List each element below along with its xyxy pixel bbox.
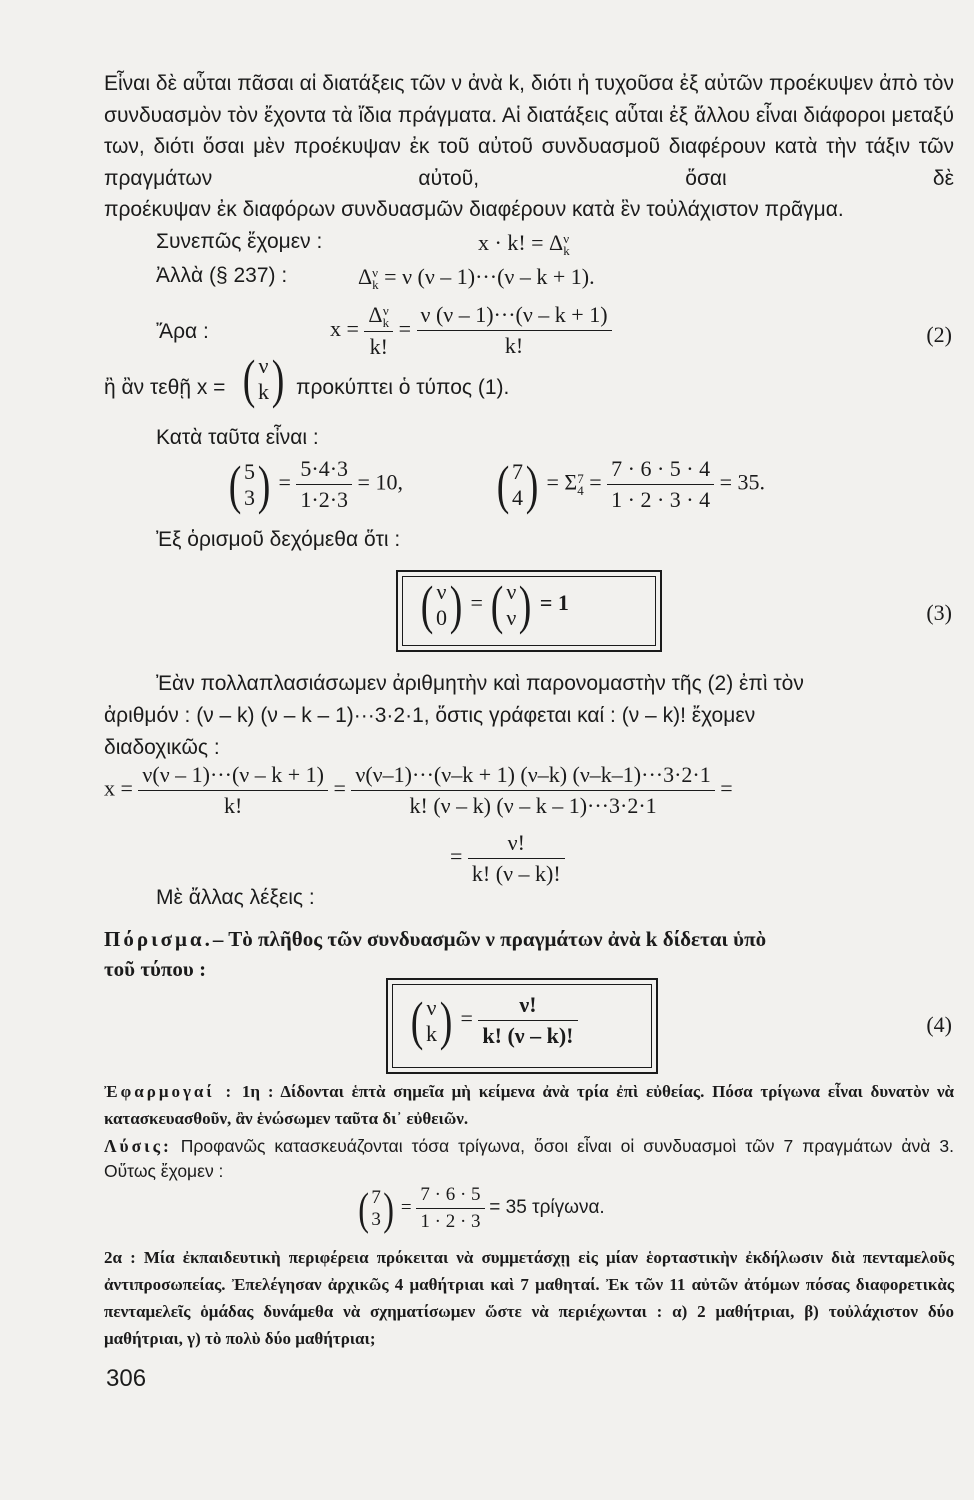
ex2-sigma: Σ <box>564 469 578 495</box>
fact-den: k! (ν – k)! <box>471 861 561 886</box>
porisma-text: – Τὸ πλῆθος τῶν συνδυασμῶν ν πραγμάτων ἀνὰ k δίδεται ὑπὸ <box>212 927 767 951</box>
ex2-num: 7 · 6 · 5 · 4 <box>607 456 714 485</box>
ex2-den: 1 · 2 · 3 · 4 <box>611 487 711 512</box>
equation-3: ( ν 0 ) = ( ν ν ) = 1 <box>420 575 569 635</box>
deriv-equals-2: = <box>720 775 733 801</box>
intro-paragraph-last-line: προέκυψαν ἐκ διαφόρων συνδυασμῶν διαφέρουν κατὰ ἓν τοὐλάχιστον πρᾶγμα. <box>104 198 844 221</box>
lysis-binom-bottom: 3 <box>371 1208 381 1230</box>
ex1-den: 1·2·3 <box>300 487 349 512</box>
lysis-equation: ( 7 3 ) = $\frac{7 \cdot 6 \cdot 5}{1 \cdot 2 \cdot 3}$ = 35 τρίγωνα. <box>358 1182 605 1234</box>
deriv-equals-1: = <box>333 775 346 801</box>
prokyptei-label: προκύπτει ὁ τύπος (1). <box>296 376 510 399</box>
binom-eq3b-bottom: ν <box>506 605 517 630</box>
boxed-equation-3 <box>396 570 662 652</box>
deriv-x: x = <box>104 775 133 801</box>
ean-line-2: ἀριθμόν : (ν – k) (ν – k – 1)···3·2·1, ὅστις γράφεται καί : (ν – k)! ἔχομεν <box>104 704 756 727</box>
binom-nu-k-inline: ( ν k ) <box>242 349 285 409</box>
equation-delta-product <box>358 264 595 291</box>
intro-paragraph <box>104 68 954 226</box>
applications-title: Ἐφαρμογαί : <box>104 1082 235 1101</box>
me-alles-label: Μὲ ἄλλας λέξεις : <box>156 886 315 909</box>
eq4-equals: = <box>460 1005 473 1031</box>
lysis-title: Λύσις: <box>104 1136 172 1156</box>
eq-2-frac-b <box>417 302 612 359</box>
deriv-num1: ν(ν – 1)···(ν – k + 1) <box>138 762 328 791</box>
deriv-num2: ν(ν–1)···(ν–k + 1) (ν–k) (ν–k–1)···3·2·1 <box>351 762 714 791</box>
binom-eq4-top: ν <box>426 994 437 1020</box>
eq3-equals: = <box>470 590 483 616</box>
ean-line-3: διαδοχικῶς : <box>104 736 220 759</box>
lysis-paragraph <box>104 1134 954 1184</box>
eq-2-frac-a <box>364 302 393 360</box>
ean-line-1: Ἐὰν πολλαπλασιάσωμεν ἀριθμητὴν καὶ παρονομαστὴν τῆς (2) ἐπὶ τὸν <box>156 672 804 695</box>
derivation-equation <box>104 762 733 819</box>
ara-label: Ἄρα : <box>156 320 209 343</box>
binom-eq4-bottom: k <box>425 1020 437 1046</box>
lysis-binom-top: 7 <box>371 1186 381 1208</box>
application-2-label: 2α : <box>104 1248 136 1267</box>
binom-5: 5 <box>243 458 255 484</box>
eq2-rhs: = ν (ν – 1)···(ν – k + 1). <box>384 264 595 289</box>
page-number: 306 <box>106 1365 147 1392</box>
equation-number-4: (4) <box>926 1012 952 1037</box>
porisma-paragraph <box>104 924 954 954</box>
kata-tauta-label: Κατὰ ταῦτα εἶναι : <box>156 426 319 449</box>
lysis-den: 1 · 2 · 3 <box>420 1211 481 1232</box>
alla-label: Ἀλλὰ (§ 237) : <box>156 264 288 287</box>
eq-2-equals: = <box>398 316 411 342</box>
eq2-sup: ν <box>372 264 379 280</box>
synepos-label: Συνεπῶς ἔχομεν : <box>156 230 323 253</box>
lysis-result: = 35 τρίγωνα. <box>489 1196 605 1218</box>
equation-xk-delta <box>478 230 570 257</box>
eq2-sub: k <box>372 276 379 292</box>
ex2-equals-b: = <box>589 469 602 495</box>
intro-paragraph-text: Εἶναι δὲ αὗται πᾶσαι αἱ διατάξεις τῶν ν ἀνὰ k, διότι ἡ τυχοῦσα ἐξ αὐτῶν προέκυψεν ἀπὸ τὸν συνδυασμὸν τὸν ἔχοντα τὰ ἴδια πράγματα. Αἱ διατάξεις αὗται ἐξ ἄλλου εἶναι διάφοροι μεταξύ των, διότι ὅσαι μὲν προέκυψαν ἐκ τοῦ αὐτοῦ συνδυασμοῦ διαφέρουν κατὰ τὴν τάξιν τῶν πραγμάτων αὐτοῦ, ὅσαι δὲ <box>104 72 954 190</box>
an-tethi-label: ἢ ἂν τεθῇ x = <box>104 376 226 399</box>
binom-inline-bottom: k <box>257 379 269 404</box>
eq-2-frac-a-sub: k <box>382 314 390 330</box>
eq2-delta: Δ <box>358 264 373 289</box>
ex1-equals: = <box>278 469 291 495</box>
eq1-text: x · k! = Δ <box>478 230 564 255</box>
application-1 <box>104 1078 954 1132</box>
eq-2-frac-a-sup: ν <box>382 302 389 318</box>
eq4-num: ν! <box>478 992 577 1021</box>
application-2-text: Μία ἐκπαιδευτικὴ περιφέρεια πρόκειται νὰ συμμετάσχῃ εἰς μίαν ἑορταστικὴν ἐκδήλωσιν διὰ πενταμελοῦς ἀντιπροσωπείας. Ἐπελέγησαν ἀρχικῶς 4 μαθήτριαι καὶ 7 μαθηταί. Ἐκ τῶν 11 αὐτῶν ἀτόμων πόσας διαφορετικὰς πενταμελεῖς ὁμάδας δυνάμεθα νὰ σχηματίσωμεν ὥστε νὰ περιέχωνται : α) 2 μαθήτριαι, β) τοὐλάχιστον δύο μαθήτριαι, γ) τὸ πολὺ δύο μαθήτριαι; <box>104 1248 955 1348</box>
application-1-text: Δίδονται ἑπτὰ σημεῖα μὴ κείμενα ἀνὰ τρία ἐπὶ εὐθείας. Πόσα τρίγωνα εἶναι δυνατὸν νὰ κατασκευασθοῦν, ἂν ἑνώσωμεν ταῦτα δι᾽ εὐθειῶν. <box>104 1082 955 1128</box>
deriv-den2: k! (ν – k) (ν – k – 1)···3·2·1 <box>409 793 657 818</box>
binom-4: 4 <box>511 484 523 510</box>
binom-inline-top: ν <box>258 353 269 378</box>
fact-equals: = <box>450 843 463 869</box>
eq-2-x: x = <box>330 316 359 342</box>
example-binom-7-4: ( 7 4 ) = Σ 7 4 = $\frac{7 \cdot 6 \cdot 5 \cdot 4}{1 \cdot 2 \cdot 3 \cdot 4}$ = 35. <box>496 454 766 515</box>
ex1-result: = 10, <box>357 469 403 495</box>
ex2-sigma-sub: 4 <box>577 482 584 498</box>
eq4-den: k! (ν – k)! <box>482 1023 574 1048</box>
eq-2-frac-a-den: k! <box>369 333 388 359</box>
eq-2-frac-b-num: ν (ν – 1)···(ν – k + 1) <box>417 302 612 331</box>
lysis-equals: = <box>400 1196 412 1218</box>
binom-3: 3 <box>243 484 255 510</box>
application-1-label: 1η : <box>241 1082 274 1101</box>
boxed-equation-4 <box>386 978 658 1074</box>
example-binom-5-3: ( 5 3 ) = $\frac{5\cdot 4\cdot 3}{1\cdot 2\cdot 3}$ = 10, <box>228 454 403 515</box>
binom-7: 7 <box>511 458 523 484</box>
equation-4: ( ν k ) = $\frac{\nu!}{k! (\nu - k)!}$ <box>408 992 578 1049</box>
ex2-sigma-sup: 7 <box>577 470 584 486</box>
fact-num: ν! <box>468 830 565 859</box>
porisma-title: Πόρισμα. <box>104 927 213 951</box>
lysis-num: 7 · 6 · 5 <box>416 1184 484 1209</box>
lysis-text: Προφανῶς κατασκευάζονται τόσα τρίγωνα, ὅσοι εἶναι οἱ συνδυασμοὶ τῶν 7 πραγμάτων ἀνὰ 3. Οὕτως ἔχομεν : <box>104 1136 954 1181</box>
eq-2-frac-b-den: k! <box>504 333 524 359</box>
equation-2 <box>330 302 612 360</box>
factorial-equation <box>450 830 565 887</box>
ex1-num: 5·4·3 <box>296 456 352 485</box>
eq-2-frac-a-delta: Δ <box>368 302 383 327</box>
ex-orismou-label: Ἐξ ὁρισμοῦ δεχόμεθα ὅτι : <box>156 528 401 551</box>
binom-eq3b-top: ν <box>506 579 517 604</box>
eq1-sub: k <box>563 242 570 258</box>
application-2 <box>104 1244 954 1352</box>
binom-eq3a-top: ν <box>436 579 447 604</box>
ex2-result: = 35. <box>719 469 766 495</box>
equation-number-3: (3) <box>926 600 952 625</box>
porisma-paragraph-line2: τοῦ τύπου : <box>104 957 207 981</box>
deriv-den1: k! <box>224 793 243 818</box>
equation-number-2: (2) <box>926 322 952 347</box>
ex2-equals-a: = <box>546 469 559 495</box>
eq1-sup: ν <box>563 230 570 246</box>
eq3-result: = 1 <box>539 590 569 616</box>
binom-eq3a-bottom: 0 <box>435 605 447 630</box>
